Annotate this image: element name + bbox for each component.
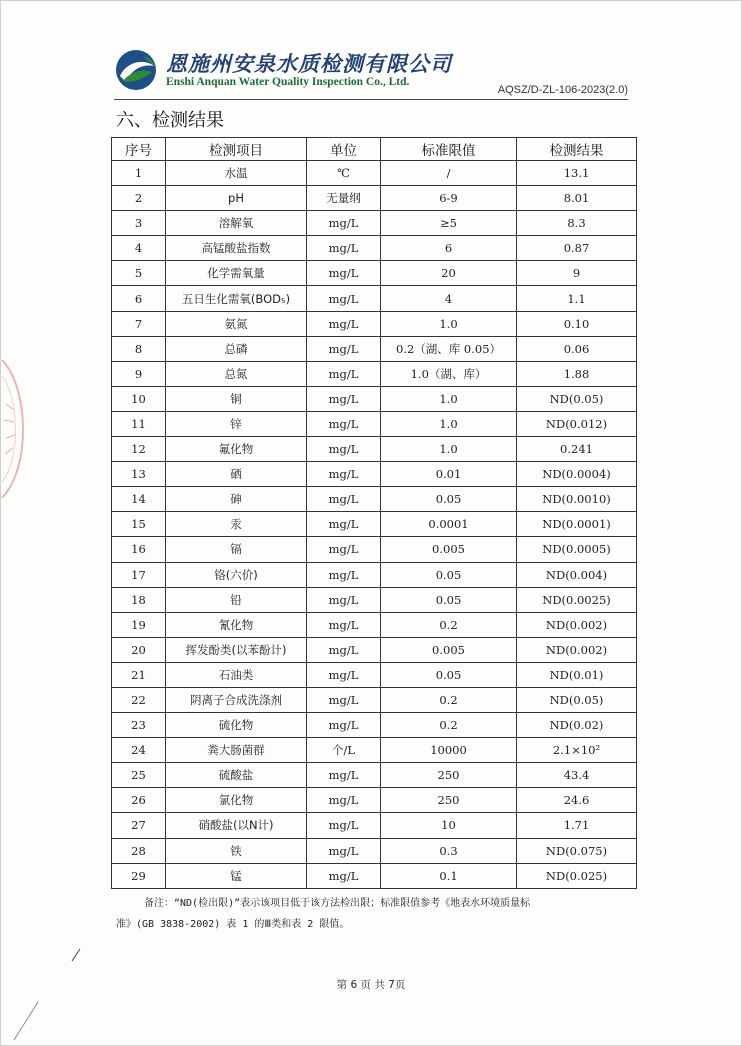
cell-item: 硫酸盐 xyxy=(166,763,307,788)
cell-unit: mg/L xyxy=(307,336,381,361)
cell-item: 铁 xyxy=(166,838,307,863)
cell-limit: 250 xyxy=(381,788,517,813)
table-header-row xyxy=(112,138,637,161)
cell-unit: mg/L xyxy=(307,411,381,436)
cell-item: 挥发酚类(以苯酚计) xyxy=(166,637,307,662)
cell-seq: 12 xyxy=(112,437,166,462)
cell-seq: 9 xyxy=(112,361,166,386)
cell-result: 1.1 xyxy=(517,286,637,311)
cell-unit: mg/L xyxy=(307,311,381,336)
table-row xyxy=(112,386,637,411)
cell-seq: 26 xyxy=(112,788,166,813)
cell-item: 氨氮 xyxy=(166,311,307,336)
cell-limit: 0.05 xyxy=(381,587,517,612)
cell-unit: mg/L xyxy=(307,512,381,537)
table-row xyxy=(112,411,637,436)
cell-result: ND(0.012) xyxy=(517,411,637,436)
cell-unit: mg/L xyxy=(307,763,381,788)
cell-limit: 20 xyxy=(381,261,517,286)
cell-result: 8.3 xyxy=(517,211,637,236)
cell-item: 阴离子合成洗涤剂 xyxy=(166,687,307,712)
table-row xyxy=(112,813,637,838)
cell-seq: 20 xyxy=(112,637,166,662)
table-row xyxy=(112,788,637,813)
cell-result: 8.01 xyxy=(517,186,637,211)
cell-unit: mg/L xyxy=(307,637,381,662)
cell-result: ND(0.002) xyxy=(517,637,637,662)
table-row xyxy=(112,537,637,562)
cell-seq: 5 xyxy=(112,261,166,286)
cell-item: 总氮 xyxy=(166,361,307,386)
cell-seq: 11 xyxy=(112,411,166,436)
cell-limit: 1.0 xyxy=(381,437,517,462)
cell-unit: mg/L xyxy=(307,687,381,712)
cell-limit: 10000 xyxy=(381,738,517,763)
cell-limit: ≥5 xyxy=(381,211,517,236)
cell-item: 砷 xyxy=(166,487,307,512)
cell-seq: 28 xyxy=(112,838,166,863)
cell-seq: 8 xyxy=(112,336,166,361)
letterhead xyxy=(114,40,634,100)
header-item: 检测项目 xyxy=(166,138,307,161)
cell-unit: 无量纲 xyxy=(307,186,381,211)
table-row xyxy=(112,336,637,361)
cell-seq: 2 xyxy=(112,186,166,211)
page-number: 第 6 页 共 7页 xyxy=(336,979,406,991)
table-row xyxy=(112,838,637,863)
cell-limit: 0.3 xyxy=(381,838,517,863)
cell-unit: mg/L xyxy=(307,261,381,286)
cell-item: 汞 xyxy=(166,512,307,537)
cell-limit: 250 xyxy=(381,763,517,788)
cell-limit: 0.005 xyxy=(381,637,517,662)
cell-unit: mg/L xyxy=(307,587,381,612)
cell-item: 高锰酸盐指数 xyxy=(166,236,307,261)
cell-item: 石油类 xyxy=(166,662,307,687)
cell-seq: 1 xyxy=(112,161,166,186)
cell-seq: 13 xyxy=(112,462,166,487)
company-name-cn: 恩施州安泉水质检测有限公司 xyxy=(166,51,452,76)
cell-result: ND(0.05) xyxy=(517,687,637,712)
table-row xyxy=(112,161,637,186)
cell-item: 氰化物 xyxy=(166,612,307,637)
cell-item: 硫化物 xyxy=(166,713,307,738)
cell-result: 43.4 xyxy=(517,763,637,788)
cell-unit: mg/L xyxy=(307,236,381,261)
pen-mark xyxy=(10,1000,40,1044)
cell-limit: 0.0001 xyxy=(381,512,517,537)
cell-item: 硒 xyxy=(166,462,307,487)
cell-result: ND(0.02) xyxy=(517,713,637,738)
table-row xyxy=(112,612,637,637)
cell-limit: 1.0 xyxy=(381,411,517,436)
pen-mark xyxy=(70,948,82,962)
header-seq: 序号 xyxy=(112,138,166,161)
cell-result: 9 xyxy=(517,261,637,286)
table-row xyxy=(112,211,637,236)
cell-limit: 1.0（湖、库） xyxy=(381,361,517,386)
cell-seq: 3 xyxy=(112,211,166,236)
cell-seq: 18 xyxy=(112,587,166,612)
header-rule xyxy=(114,99,628,100)
cell-limit: 0.1 xyxy=(381,863,517,888)
table-row xyxy=(112,462,637,487)
cell-item: 氟化物 xyxy=(166,437,307,462)
cell-result: ND(0.0004) xyxy=(517,462,637,487)
cell-seq: 6 xyxy=(112,286,166,311)
cell-limit: 0.01 xyxy=(381,462,517,487)
cell-unit: mg/L xyxy=(307,286,381,311)
cell-item: 氯化物 xyxy=(166,788,307,813)
cell-result: 24.6 xyxy=(517,788,637,813)
cell-seq: 14 xyxy=(112,487,166,512)
results-table xyxy=(111,137,637,889)
table-row xyxy=(112,562,637,587)
cell-result: 2.1×10² xyxy=(517,738,637,763)
cell-item: pH xyxy=(166,186,307,211)
cell-limit: 0.005 xyxy=(381,537,517,562)
table-row xyxy=(112,311,637,336)
table-row xyxy=(112,587,637,612)
cell-result: ND(0.0025) xyxy=(517,587,637,612)
cell-result: ND(0.025) xyxy=(517,863,637,888)
cell-unit: mg/L xyxy=(307,713,381,738)
cell-limit: 0.2 xyxy=(381,612,517,637)
cell-unit: mg/L xyxy=(307,211,381,236)
cell-limit: 0.05 xyxy=(381,562,517,587)
cell-unit: 个/L xyxy=(307,738,381,763)
table-row xyxy=(112,261,637,286)
section-title: 六、检测结果 xyxy=(116,110,224,131)
table-row xyxy=(112,863,637,888)
cell-seq: 19 xyxy=(112,612,166,637)
cell-limit: / xyxy=(381,161,517,186)
cell-result: 1.71 xyxy=(517,813,637,838)
cell-limit: 0.05 xyxy=(381,662,517,687)
table-row xyxy=(112,286,637,311)
cell-unit: mg/L xyxy=(307,361,381,386)
cell-result: ND(0.0001) xyxy=(517,512,637,537)
cell-result: ND(0.0010) xyxy=(517,487,637,512)
cell-limit: 4 xyxy=(381,286,517,311)
cell-limit: 0.05 xyxy=(381,487,517,512)
cell-seq: 15 xyxy=(112,512,166,537)
cell-seq: 23 xyxy=(112,713,166,738)
cell-unit: mg/L xyxy=(307,813,381,838)
cell-item: 铜 xyxy=(166,386,307,411)
table-row xyxy=(112,512,637,537)
cell-limit: 6 xyxy=(381,236,517,261)
table-row xyxy=(112,437,637,462)
cell-seq: 10 xyxy=(112,386,166,411)
cell-limit: 1.0 xyxy=(381,311,517,336)
cell-result: ND(0.05) xyxy=(517,386,637,411)
cell-limit: 0.2（湖、库 0.05） xyxy=(381,336,517,361)
table-row xyxy=(112,713,637,738)
cell-unit: mg/L xyxy=(307,662,381,687)
cell-result: 0.87 xyxy=(517,236,637,261)
table-row xyxy=(112,738,637,763)
cell-seq: 27 xyxy=(112,813,166,838)
cell-result: 1.88 xyxy=(517,361,637,386)
cell-seq: 22 xyxy=(112,687,166,712)
cell-unit: mg/L xyxy=(307,863,381,888)
cell-result: ND(0.01) xyxy=(517,662,637,687)
cell-item: 溶解氧 xyxy=(166,211,307,236)
table-row xyxy=(112,637,637,662)
cell-result: 13.1 xyxy=(517,161,637,186)
cell-unit: mg/L xyxy=(307,386,381,411)
cell-item: 总磷 xyxy=(166,336,307,361)
cell-item: 化学需氧量 xyxy=(166,261,307,286)
company-logo xyxy=(114,48,158,92)
cell-seq: 16 xyxy=(112,537,166,562)
cell-limit: 0.2 xyxy=(381,687,517,712)
cell-result: ND(0.0005) xyxy=(517,537,637,562)
cell-item: 锌 xyxy=(166,411,307,436)
table-row xyxy=(112,687,637,712)
cell-item: 五日生化需氧(BOD₅) xyxy=(166,286,307,311)
remark-line-2: 准》(GB 3838-2002) 表 1 的Ⅲ类和表 2 限值。 xyxy=(116,919,350,930)
cell-unit: mg/L xyxy=(307,462,381,487)
cell-result: 0.10 xyxy=(517,311,637,336)
table-row xyxy=(112,487,637,512)
header-limit: 标准限值 xyxy=(381,138,517,161)
cell-unit: mg/L xyxy=(307,537,381,562)
cell-seq: 24 xyxy=(112,738,166,763)
cell-seq: 21 xyxy=(112,662,166,687)
cell-item: 硝酸盐(以N计) xyxy=(166,813,307,838)
cell-item: 铬(六价) xyxy=(166,562,307,587)
table-row xyxy=(112,763,637,788)
cell-unit: ℃ xyxy=(307,161,381,186)
cell-result: ND(0.004) xyxy=(517,562,637,587)
cell-result: 0.06 xyxy=(517,336,637,361)
cell-seq: 4 xyxy=(112,236,166,261)
cell-seq: 29 xyxy=(112,863,166,888)
table-row xyxy=(112,662,637,687)
cell-item: 锰 xyxy=(166,863,307,888)
cell-result: ND(0.002) xyxy=(517,612,637,637)
remark-line-1: 备注：“ND(检出限)”表示该项目低于该方法检出限；标准限值参考《地表水环境质量标 xyxy=(144,898,531,909)
document-code: AQSZ/D-ZL-106-2023(2.0) xyxy=(497,84,628,96)
cell-seq: 17 xyxy=(112,562,166,587)
cell-limit: 6-9 xyxy=(381,186,517,211)
company-name-en: Enshi Anquan Water Quality Inspection Co., Ltd. xyxy=(166,76,410,88)
table-row xyxy=(112,361,637,386)
cell-unit: mg/L xyxy=(307,562,381,587)
table-row xyxy=(112,186,637,211)
cell-seq: 25 xyxy=(112,763,166,788)
cell-unit: mg/L xyxy=(307,838,381,863)
header-result: 检测结果 xyxy=(517,138,637,161)
cell-result: ND(0.075) xyxy=(517,838,637,863)
cell-unit: mg/L xyxy=(307,487,381,512)
cell-result: 0.241 xyxy=(517,437,637,462)
cell-item: 粪大肠菌群 xyxy=(166,738,307,763)
cell-seq: 7 xyxy=(112,311,166,336)
seal-fragment xyxy=(0,356,34,502)
cell-unit: mg/L xyxy=(307,788,381,813)
cell-limit: 10 xyxy=(381,813,517,838)
cell-unit: mg/L xyxy=(307,437,381,462)
remark xyxy=(116,893,630,935)
cell-item: 铅 xyxy=(166,587,307,612)
cell-item: 镉 xyxy=(166,537,307,562)
cell-item: 水温 xyxy=(166,161,307,186)
table-row xyxy=(112,236,637,261)
cell-limit: 1.0 xyxy=(381,386,517,411)
cell-unit: mg/L xyxy=(307,612,381,637)
results-body xyxy=(112,161,637,889)
cell-limit: 0.2 xyxy=(381,713,517,738)
header-unit: 单位 xyxy=(307,138,381,161)
